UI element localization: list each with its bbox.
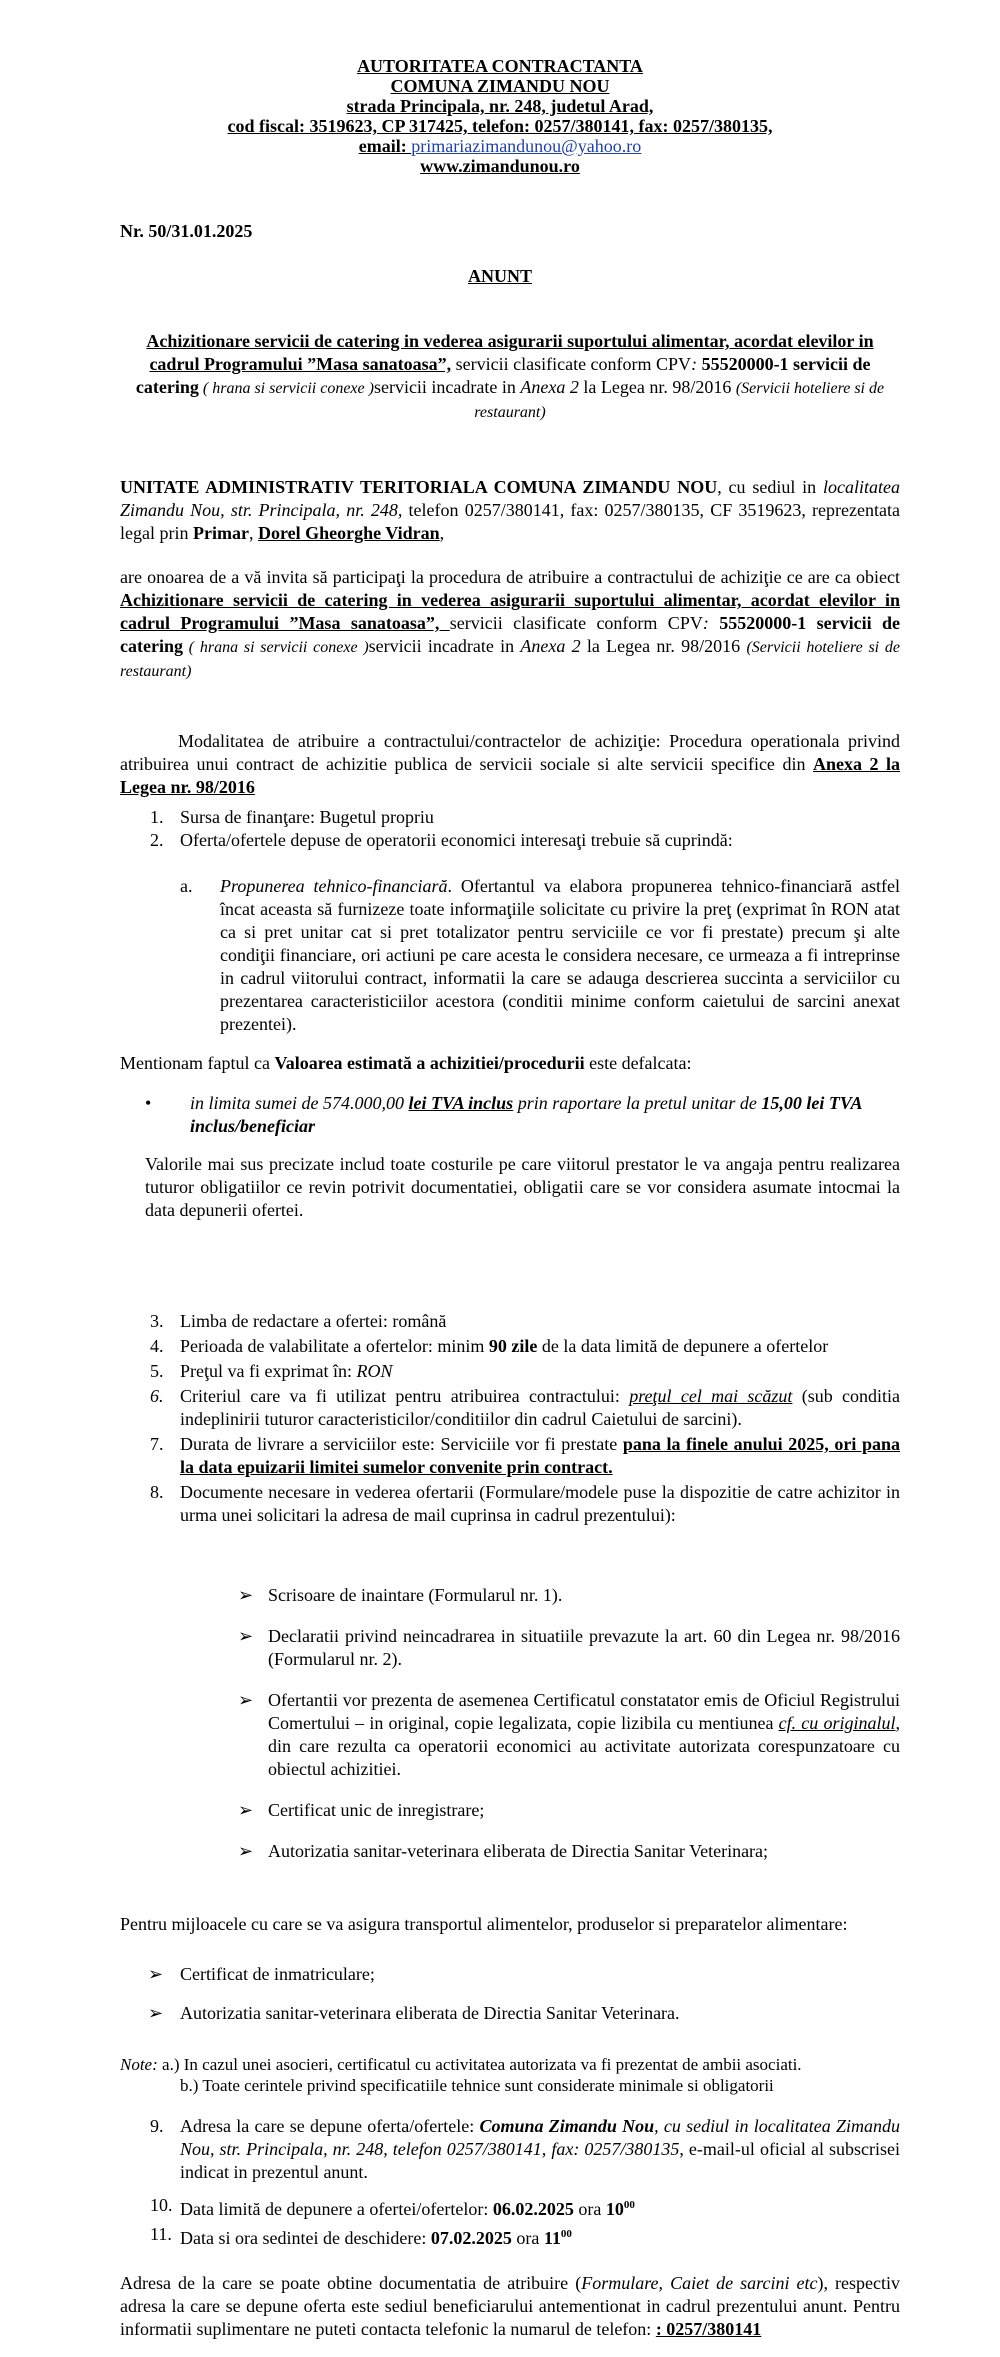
transport-item bbox=[148, 1963, 900, 1986]
list-text: Durata de livrare a serviciilor este: Serviciile vor fi prestate bbox=[180, 1434, 623, 1454]
award-criterion: preţul cel mai scăzut bbox=[629, 1386, 793, 1406]
mayor-name: Dorel Gheorghe Vidran bbox=[257, 523, 440, 543]
list-text: Adresa la care se depune oferta/ofertele: bbox=[180, 2116, 480, 2136]
authority-header bbox=[0, 56, 1000, 176]
transport-item bbox=[148, 2002, 900, 2025]
list-text: (sub conditia indeplinirii tuturor caracteristicilor/conditiilor din cadrul Caietului de sarcini). bbox=[180, 1386, 900, 1429]
invite-colon: : bbox=[702, 613, 709, 633]
transport-list bbox=[148, 1963, 900, 2025]
invite-anexa: Anexa 2 bbox=[520, 636, 581, 656]
list-item-3 bbox=[150, 1310, 900, 1333]
header-line-3: strada Principala, nr. 248, judetul Arad, bbox=[346, 96, 654, 116]
value-tva: lei TVA inclus bbox=[408, 1093, 514, 1113]
list-text: ora bbox=[573, 2199, 606, 2219]
value-sum: in limita sumei de 574.000,00 bbox=[190, 1093, 409, 1113]
value-text-2: este defalcata: bbox=[584, 1053, 692, 1073]
list-text: Documente necesare in vederea ofertarii (Formulare/modele puse la dispozitie de catre achizitor in urma unei solicitari la adresa de mail cuprinsa in cadrul prezentului): bbox=[180, 1482, 900, 1525]
email-link[interactable]: primariazimandunou@yahoo.ro bbox=[411, 136, 642, 156]
deadline-date: 06.02.2025 bbox=[492, 2199, 574, 2219]
opening-date: 07.02.2025 bbox=[430, 2228, 512, 2248]
footer-text-1: Adresa de la care se poate obtine documentatia de atribuire ( bbox=[120, 2273, 582, 2293]
arrow-bullet-icon: ➢ bbox=[238, 1800, 254, 1820]
list-num: 2. bbox=[150, 830, 164, 850]
opening-hour: 11 bbox=[543, 2228, 561, 2248]
bullet-dot-icon: • bbox=[145, 1093, 152, 1113]
modality-paragraph bbox=[120, 730, 900, 799]
intro-address: localitatea Zimandu Nou, str. Principala, nr. 248, bbox=[120, 477, 900, 520]
list-text: , e-mail-ul oficial al subscrisei indicat in prezentul anunt. bbox=[180, 2139, 900, 2182]
invite-paragraph bbox=[120, 566, 900, 683]
list-num: 8. bbox=[150, 1482, 164, 1502]
invite-object: Achizitionare servicii de catering in vederea asigurarii suportului alimentar, acordat elevilor in cadrul Programului ”Masa sanatoasa”, bbox=[120, 590, 900, 633]
list-item-8 bbox=[150, 1481, 900, 1527]
intro-paragraph bbox=[120, 476, 900, 545]
modality-text: Modalitatea de atribuire a contractului/contractelor de achiziţie: Procedura operationala privind atribuirea unui contract de achizitie publica de servicii sociale si alte servicii specifice din bbox=[120, 731, 900, 774]
doc-item bbox=[238, 1799, 900, 1822]
list-item-9 bbox=[150, 2115, 900, 2184]
list-num: 6. bbox=[150, 1386, 164, 1406]
invite-text-1: are onoarea de a vă invita să participaţi la procedura de atribuire a contractului de achiziţie ce are ca obiect bbox=[120, 567, 900, 587]
invite-hotel: (Servicii hoteliere si de restaurant) bbox=[120, 639, 900, 680]
value-unit-price: 15,00 lei TVA inclus/beneficiar bbox=[190, 1093, 862, 1136]
doc-title: ANUNT bbox=[467, 266, 532, 286]
list-num: 11. bbox=[150, 2224, 172, 2244]
validity-days: 90 zile bbox=[488, 1336, 538, 1356]
subject-text-2: servicii incadrate in bbox=[373, 377, 521, 397]
list-item-11 bbox=[150, 2223, 900, 2250]
list-text: de la data limită de depunere a ofertelor bbox=[537, 1336, 829, 1356]
documents-list bbox=[238, 1584, 900, 1863]
footer-text-2: ), respectiv adresa la care se depune oferta este sediul beneficiarului antementionat in cadrul prezentului anunt. Pentru informatii suplimentare ne puteti contacta telefonic la numarul de telefon: bbox=[120, 2273, 901, 2339]
list-text: Preţul va fi exprimat în: bbox=[180, 1361, 357, 1381]
list-item-5 bbox=[150, 1360, 900, 1383]
header-email-line bbox=[0, 136, 1000, 156]
invite-cpv: 55520000-1 servicii de catering bbox=[120, 613, 900, 656]
note-a: a.) In cazul unei asocieri, certificatul cu activitatea autorizata va fi prezentat de ambii asociati. bbox=[157, 2055, 802, 2074]
list-1 bbox=[150, 806, 900, 852]
list-num: 10. bbox=[150, 2195, 173, 2215]
list-text: Criteriul care va fi utilizat pentru atribuirea contractului: bbox=[180, 1386, 630, 1406]
footer-italic: Formulare, Caiet de sarcini etc bbox=[581, 2273, 818, 2293]
delivery-deadline: pana la finele anului 2025, ori pana la data epuizarii limitei sumelor convenite prin contract. bbox=[180, 1434, 900, 1477]
list-text: Sursa de finanţare: Bugetul propriu bbox=[180, 807, 434, 827]
value-text-1: Mentionam faptul ca bbox=[120, 1053, 275, 1073]
intro-text-1: , cu sediul in bbox=[717, 477, 824, 497]
subject-colon: : bbox=[691, 354, 698, 374]
value-bullet bbox=[145, 1092, 900, 1138]
intro-primar: Primar bbox=[192, 523, 249, 543]
sub-a-title: Propunerea tehnico-financiară bbox=[220, 876, 448, 896]
transport-intro: Pentru mijloacele cu care se va asigura transportul alimentelor, produselor si preparatelor alimentare: bbox=[120, 1914, 848, 1934]
invite-paren: ( hrana si servicii conexe ) bbox=[182, 639, 369, 656]
list-2 bbox=[150, 1310, 900, 1527]
doc-item bbox=[238, 1689, 900, 1781]
sub-letter: a. bbox=[180, 876, 193, 896]
sub-a-text: . Ofertantul va elabora propunerea tehnico-financiară astfel încat aceasta să furnizeze toate informaţiile solicitate cu privire la preţ (exprimat în RON atat ca si pret unitar cat si pret totalizator pentru serviciile ce vor fi prestate) precum şi alte condiţii financiare, ori actiuni pe care acesta le considera necesare, ce urmeaza a fi intreprinse in cadrul viitorului contract, informatii la care se adauga descrierea succinta a serviciilor cu prezentarea caracteristiciilor acestora (conditii minime conform caietului de sarcini anexat prezentei). bbox=[220, 876, 901, 1034]
list-num: 1. bbox=[150, 807, 164, 827]
list-item-10 bbox=[150, 2194, 900, 2221]
doc-text-italic: cf. cu originalul bbox=[778, 1713, 896, 1733]
arrow-bullet-icon: ➢ bbox=[238, 1690, 254, 1710]
note-b: b.) Toate cerintele privind specificatiile tehnice sunt considerate minimale si obligatorii bbox=[180, 2076, 774, 2095]
value-bold: Valoarea estimată a achizitiei/procedurii bbox=[274, 1053, 585, 1073]
deadline-hour: 10 bbox=[605, 2199, 624, 2219]
header-line-2: COMUNA ZIMANDU NOU bbox=[390, 76, 610, 96]
list-item-7 bbox=[150, 1433, 900, 1479]
list-text: Oferta/ofertele depuse de operatorii economici interesaţi trebuie să cuprindă: bbox=[180, 830, 733, 850]
invite-text-4: la Legea nr. 98/2016 bbox=[580, 636, 747, 656]
doc-text: Certificat unic de inregistrare; bbox=[268, 1800, 485, 1820]
currency: RON bbox=[356, 1361, 393, 1381]
doc-text: , din care rezulta ca operatorii economici au activitate autorizata corespunzatoare cu obiectul achizitiei. bbox=[268, 1713, 900, 1779]
header-line-4: cod fiscal: 3519623, CP 317425, telefon: 0257/380141, fax: 0257/380135, bbox=[227, 116, 773, 136]
value-note: Valorile mai sus precizate includ toate costurile pe care viitorul prestator le va angaja pentru realizarea tuturor obligatiilor ce revin potrivit documentatiei, obligatii care se vor considera asumate intocmai la data depunerii ofertei. bbox=[145, 1154, 900, 1220]
list-text: Data si ora sedintei de deschidere: bbox=[180, 2228, 431, 2248]
modality-anexa: Anexa 2 la Legea nr. 98/2016 bbox=[120, 754, 901, 797]
notes bbox=[120, 2054, 900, 2096]
arrow-bullet-icon: ➢ bbox=[238, 1841, 254, 1861]
doc-item bbox=[238, 1625, 900, 1671]
arrow-bullet-icon: ➢ bbox=[148, 2003, 164, 2023]
sub-item-a bbox=[180, 875, 900, 1036]
transport-text: Certificat de inmatriculare; bbox=[180, 1964, 375, 1984]
arrow-bullet-icon: ➢ bbox=[148, 1964, 164, 1984]
list-text: Perioada de valabilitate a ofertelor: minim bbox=[180, 1336, 489, 1356]
address-detail: , cu sediul in localitatea Zimandu Nou, str. Principala, nr. 248, telefon 0257/380141, fax: 0257/380135 bbox=[180, 2116, 900, 2159]
list-3 bbox=[150, 2115, 900, 2250]
header-line-1: AUTORITATEA CONTRACTANTA bbox=[357, 56, 643, 76]
value-paragraph bbox=[120, 1052, 900, 1075]
footer-paragraph bbox=[120, 2272, 900, 2341]
arrow-bullet-icon: ➢ bbox=[238, 1585, 254, 1605]
list-num: 7. bbox=[150, 1434, 164, 1454]
doc-text: Declaratii privind neincadrarea in situatiile prevazute la art. 60 din Legea nr. 98/2016 (Formularul nr. 2). bbox=[268, 1626, 900, 1669]
doc-text: Ofertantii vor prezenta de asemenea Certificatul constatator emis de Oficiul Registrului Comertului – in original, copie legalizata, copie lizibila cu mentiunea bbox=[268, 1690, 900, 1733]
doc-item bbox=[238, 1584, 900, 1607]
email-label: email: bbox=[358, 136, 412, 156]
value-ref: prin raportare la pretul unitar de bbox=[513, 1093, 762, 1113]
arrow-bullet-icon: ➢ bbox=[238, 1626, 254, 1646]
list-text: ora bbox=[511, 2228, 544, 2248]
list-text: Data limită de depunere a ofertei/ofertelor: bbox=[180, 2199, 493, 2219]
list-num: 4. bbox=[150, 1336, 164, 1356]
subject-paren: ( hrana si servicii conexe ) bbox=[198, 380, 374, 397]
opening-minute: 00 bbox=[560, 2228, 572, 2240]
subject-paragraph bbox=[120, 330, 900, 424]
deadline-minute: 00 bbox=[623, 2199, 635, 2211]
subject-title: Achizitionare servicii de catering in vederea asigurarii suportului alimentar, acordat elevilor in cadrul Programului ”Masa sanatoasa”, bbox=[146, 331, 874, 374]
list-text: Limba de redactare a ofertei: română bbox=[180, 1311, 447, 1331]
transport-text: Autorizatia sanitar-veterinara eliberata de Directia Sanitar Veterinara. bbox=[180, 2003, 680, 2023]
footer-phone: : 0257/380141 bbox=[655, 2319, 762, 2339]
subject-cpv: 55520000-1 servicii de catering bbox=[135, 354, 871, 397]
intro-text-4: , bbox=[439, 523, 445, 543]
intro-text-2: telefon 0257/380141, fax: 0257/380135, CF 3519623, reprezentata legal prin bbox=[120, 500, 900, 543]
note-label: Note: bbox=[120, 2055, 158, 2074]
doc-item bbox=[238, 1840, 900, 1863]
list-item-1 bbox=[150, 806, 900, 829]
list-item-6 bbox=[150, 1385, 900, 1431]
doc-text: Scrisoare de inaintare (Formularul nr. 1). bbox=[268, 1585, 563, 1605]
list-num: 9. bbox=[150, 2116, 164, 2136]
subject-text-3: la Legea nr. 98/2016 bbox=[578, 377, 736, 397]
list-num: 5. bbox=[150, 1361, 164, 1381]
invite-text-3: servicii incadrate in bbox=[368, 636, 521, 656]
address-name: Comuna Zimandu Nou bbox=[479, 2116, 655, 2136]
doc-text: Autorizatia sanitar-veterinara eliberata de Directia Sanitar Veterinara; bbox=[268, 1841, 769, 1861]
list-item-4 bbox=[150, 1335, 900, 1358]
invite-text-2: servicii clasificate conform CPV bbox=[449, 613, 703, 633]
website-link[interactable]: www.zimandunou.ro bbox=[420, 156, 580, 176]
subject-anexa: Anexa 2 bbox=[520, 377, 579, 397]
subject-hotel: (Servicii hoteliere si de restaurant) bbox=[474, 380, 885, 421]
doc-number: Nr. 50/31.01.2025 bbox=[120, 221, 253, 241]
list-num: 3. bbox=[150, 1311, 164, 1331]
uat-name: UNITATE ADMINISTRATIV TERITORIALA COMUNA ZIMANDU NOU bbox=[120, 477, 718, 497]
subject-text: servicii clasificate conform CPV bbox=[451, 354, 692, 374]
list-item-2 bbox=[150, 829, 900, 852]
intro-text-3: , bbox=[248, 523, 258, 543]
